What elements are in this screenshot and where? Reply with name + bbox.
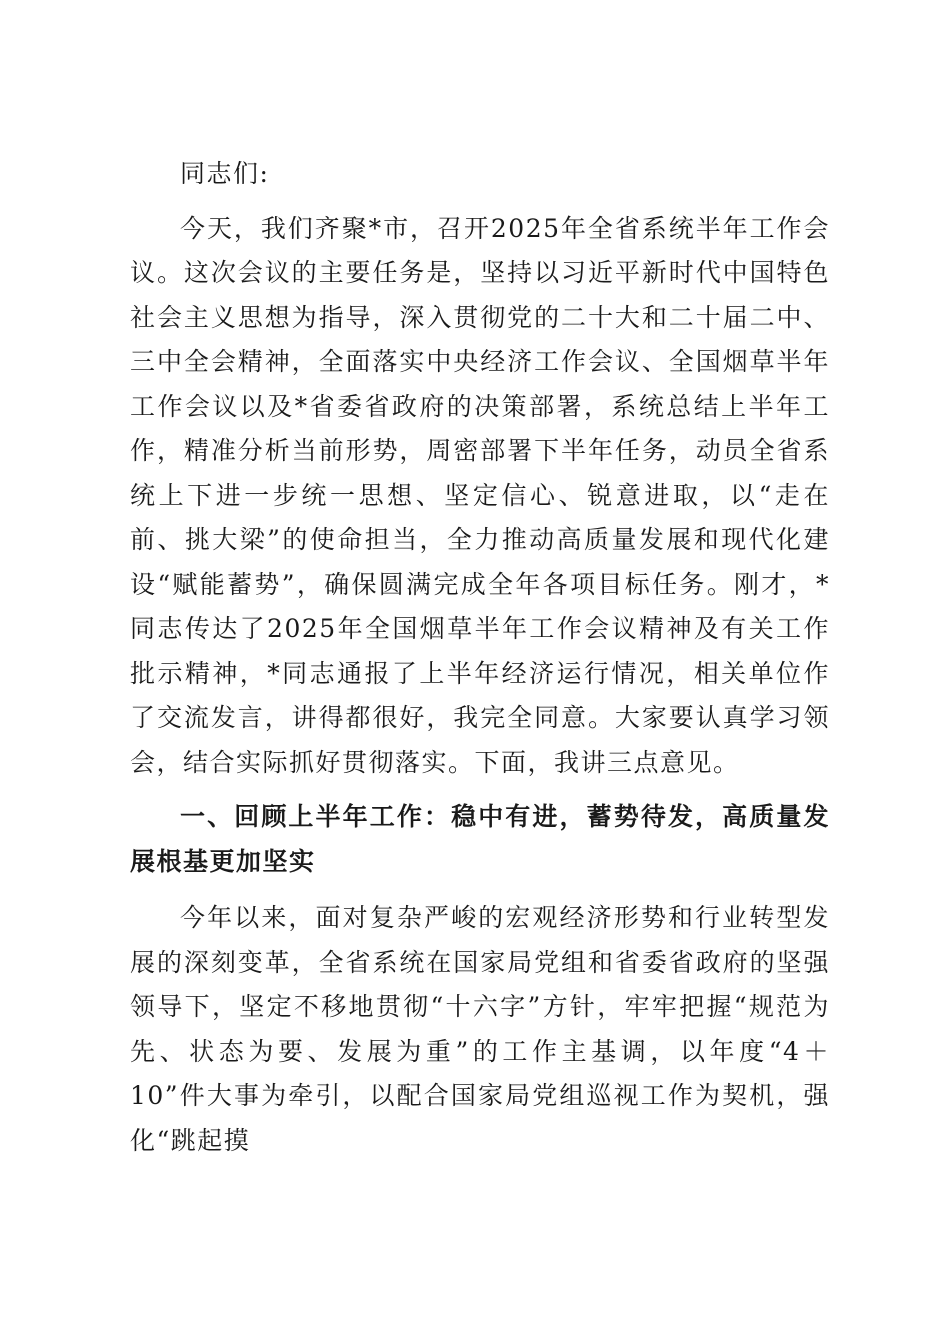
section-heading-1: 一、回顾上半年工作：稳中有进，蓄势待发，高质量发展根基更加坚实 xyxy=(130,802,830,876)
section-1-paragraph: 今年以来，面对复杂严峻的宏观经济形势和行业转型发展的深刻变革，全省系统在国家局党组和省委省政府的坚强领导下，坚定不移地贯彻“十六字”方针，牢牢把握“规范为先、状态为要、发展为重”的工作主基调，以年度“4＋10”件大事为牵引，以配合国家局党组巡视工作为契机，强化“跳起摸 xyxy=(130,903,830,1155)
salutation: 同志们: xyxy=(180,159,270,188)
document-body xyxy=(130,152,830,1173)
opening-paragraph: 今天，我们齐聚*市，召开2025年全省系统半年工作会议。这次会议的主要任务是，坚持以习近平新时代中国特色社会主义思想为指导，深入贯彻党的二十大和二十届二中、三中全会精神，全面落实中央经济工作会议、全国烟草半年工作会议以及*省委省政府的决策部署，系统总结上半年工作，精准分析当前形势，周密部署下半年任务，动员全省系统上下进一步统一思想、坚定信心、锐意进取，以“走在前、挑大梁”的使命担当，全力推动高质量发展和现代化建设“赋能蓄势”，确保圆满完成全年各项目标任务。刚才，*同志传达了2025年全国烟草半年工作会议精神及有关工作批示精神，*同志通报了上半年经济运行情况，相关单位作了交流发言，讲得都很好，我完全同意。大家要认真学习领会，结合实际抓好贯彻落实。下面，我讲三点意见。 xyxy=(130,213,830,777)
